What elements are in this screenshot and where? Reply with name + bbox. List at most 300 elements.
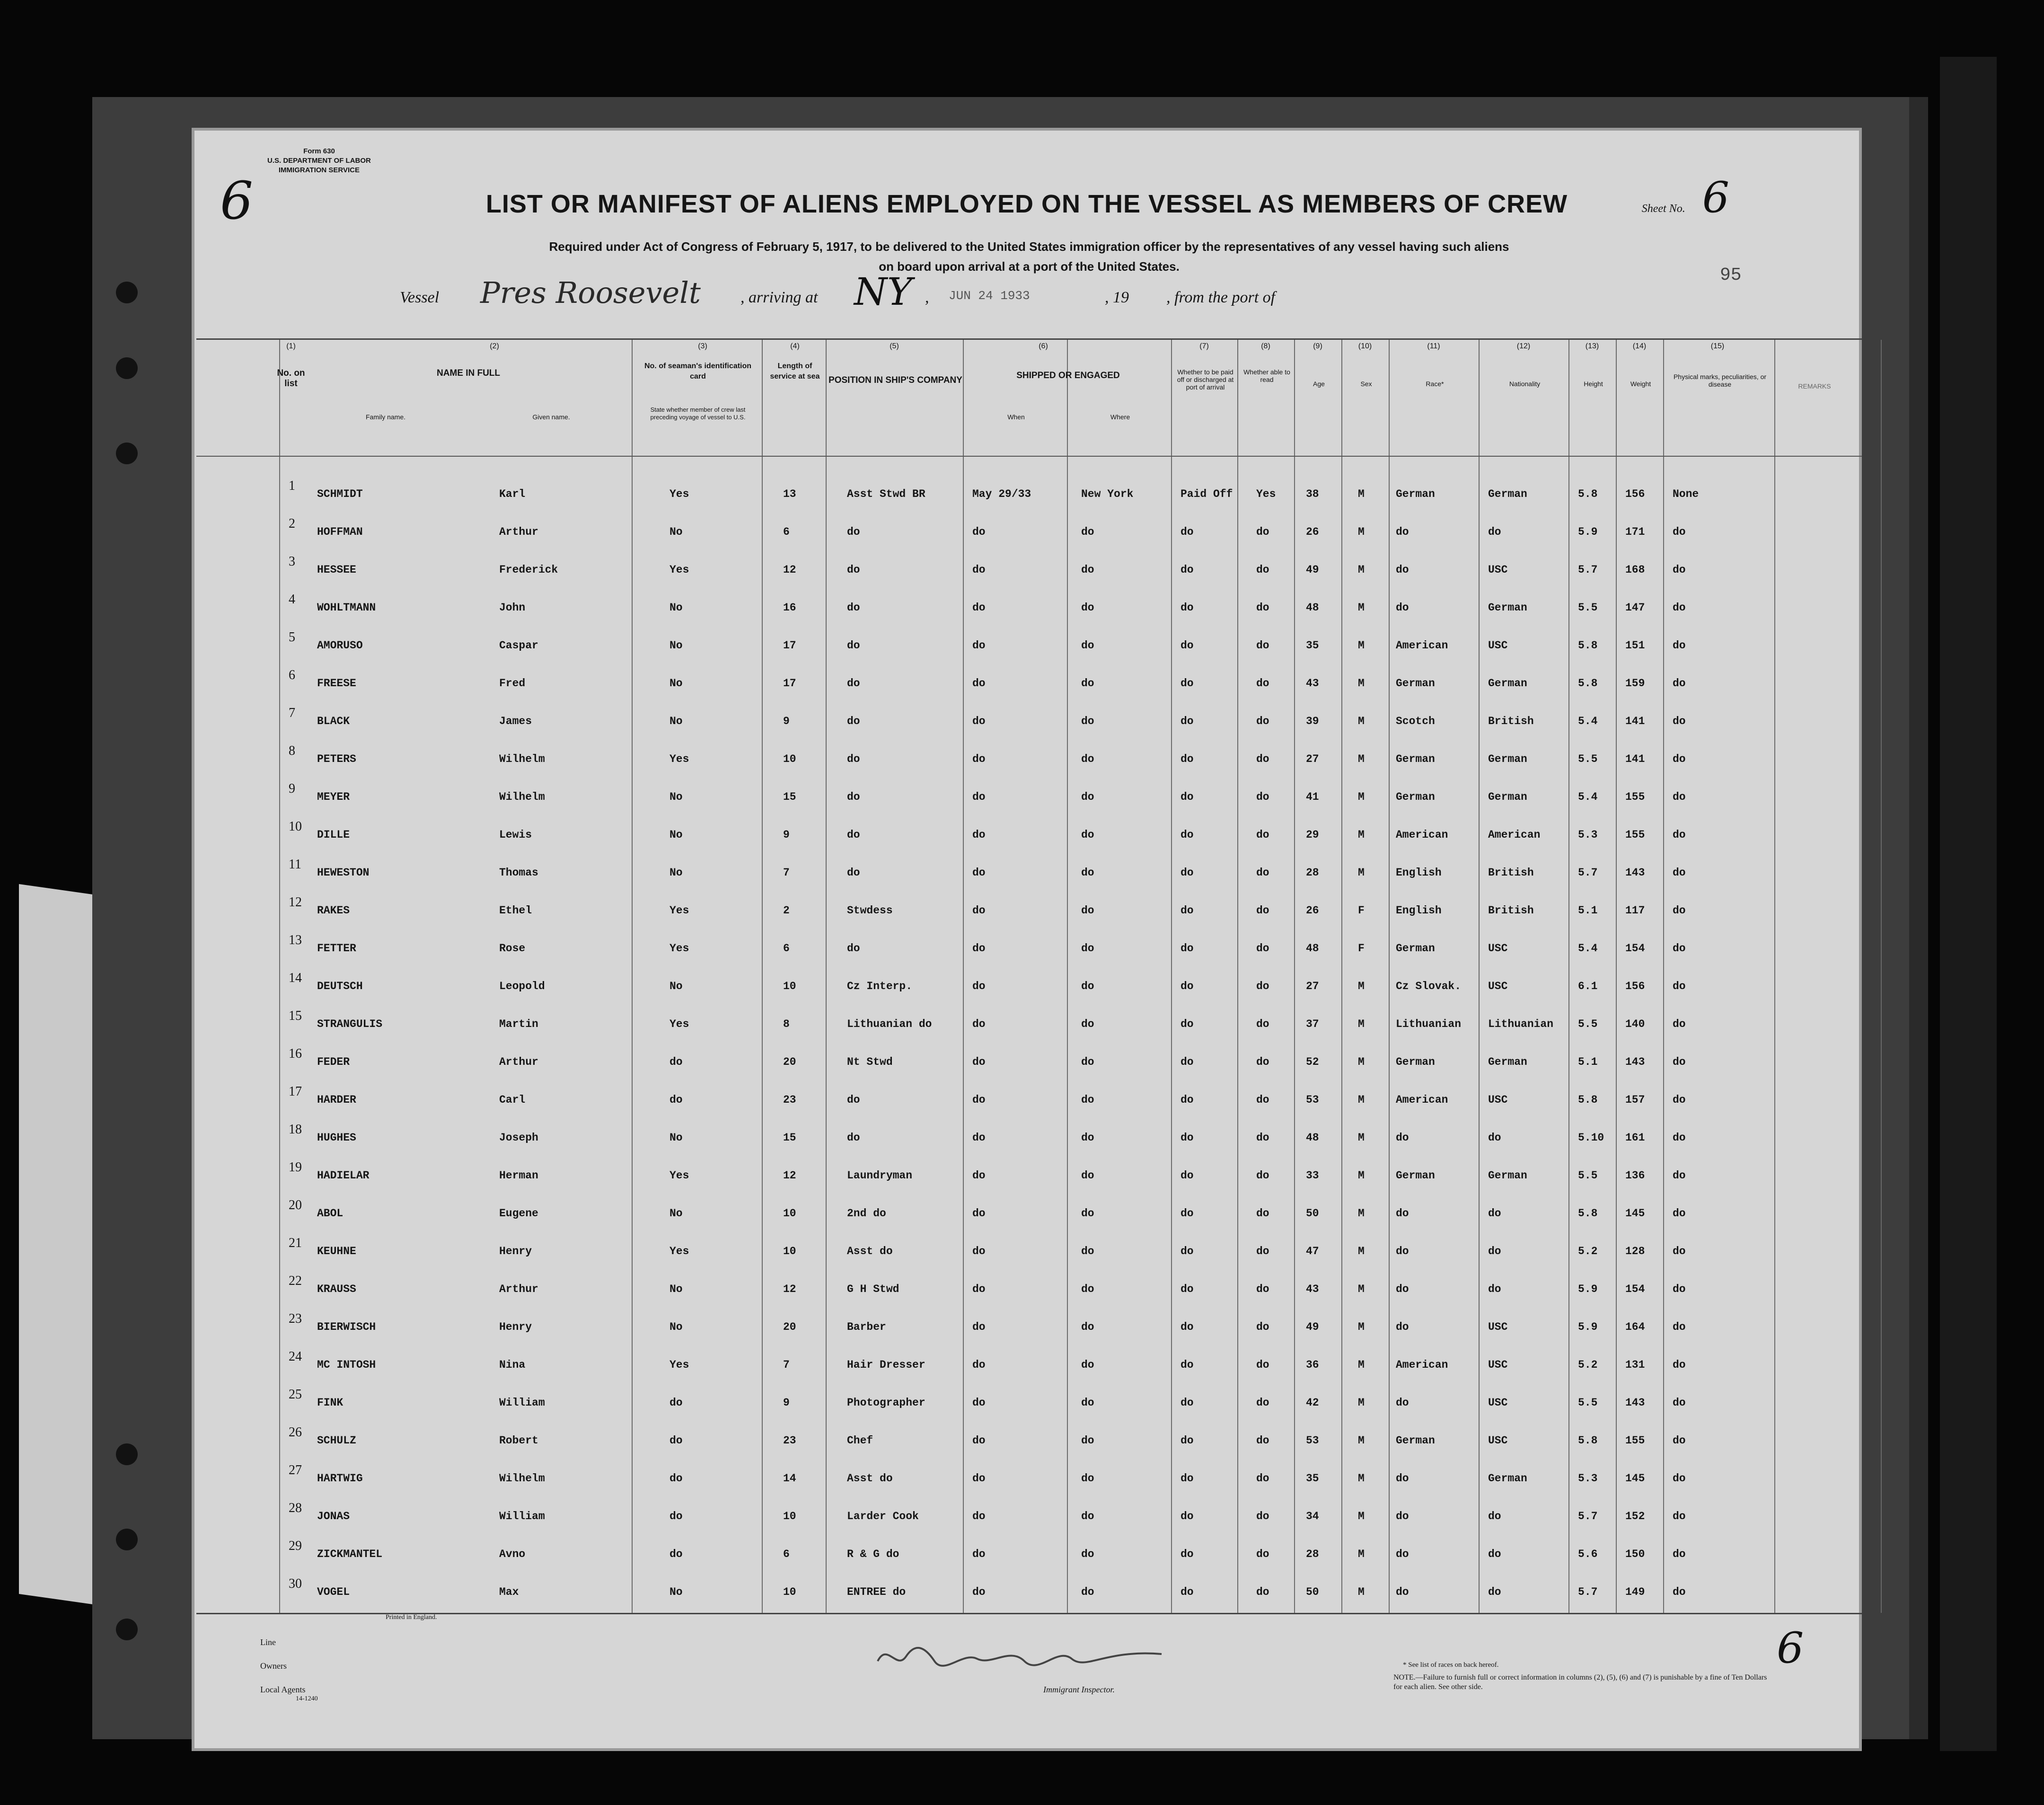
cell-family: KRAUSS [317,1283,356,1295]
cell-card: Yes [670,904,689,917]
cell-paid: do [1181,564,1194,576]
cell-family: MEYER [317,791,350,803]
binding-hole [116,282,138,303]
cell-no: 30 [289,1576,302,1591]
cell-no: 20 [289,1198,302,1212]
cell-given: Henry [499,1321,532,1333]
cell-nat: USC [1488,1094,1508,1106]
cell-family: HOFFMAN [317,526,363,538]
cell-no: 29 [289,1539,302,1553]
cell-read: do [1256,1359,1269,1371]
cell-read: do [1256,791,1269,803]
cell-no: 19 [289,1160,302,1175]
cell-race: American [1396,829,1448,841]
cell-service: 13 [783,488,796,500]
cell-paid: do [1181,1018,1194,1030]
cell-card: No [670,639,683,652]
cell-position: Lithuanian do [847,1018,932,1030]
table-row [196,1005,1862,1043]
underlying-page-scrap [19,884,99,1605]
cell-service: 7 [783,1359,790,1371]
cell-no: 27 [289,1463,302,1478]
form-identifier [267,147,371,175]
cell-given: Arthur [499,1056,538,1068]
cell-family: WOHLTMANN [317,602,376,614]
cell-sex: M [1358,1397,1365,1409]
cell-height: 5.7 [1578,564,1598,576]
cell-no: 2 [289,516,295,531]
cell-height: 5.7 [1578,1510,1598,1522]
cell-service: 10 [783,980,796,992]
cell-when: do [972,1018,986,1030]
cell-no: 16 [289,1046,302,1061]
col-14-header: Weight [1630,380,1651,388]
cell-race: German [1396,488,1435,500]
where-subheader: Where [1110,413,1130,421]
cell-read: do [1256,1056,1269,1068]
cell-read: do [1256,1472,1269,1485]
col-2-number: (2) [490,342,499,350]
cell-paid: do [1181,715,1194,727]
cell-nat: do [1488,1548,1501,1560]
cell-where: do [1081,602,1094,614]
cell-service: 9 [783,715,790,727]
page-title: LIST OR MANIFEST OF ALIENS EMPLOYED ON THE VESSEL AS MEMBERS OF CREW [485,190,1568,218]
cell-weight: 156 [1625,488,1645,500]
cell-weight: 147 [1625,602,1645,614]
cell-paid: do [1181,904,1194,917]
cell-no: 9 [289,781,295,796]
cell-given: Henry [499,1245,532,1257]
cell-position: do [847,602,860,614]
cell-nat: USC [1488,639,1508,652]
cell-when: do [972,1586,986,1598]
col-5-number: (5) [890,342,899,350]
cell-sex: F [1358,942,1365,955]
cell-given: Wilhelm [499,753,545,765]
cell-nat: do [1488,1207,1501,1220]
cell-age: 36 [1306,1359,1319,1371]
cell-nat: USC [1488,1359,1508,1371]
cell-position: Chef [847,1434,873,1447]
cell-family: FEDER [317,1056,350,1068]
cell-family: FINK [317,1397,344,1409]
cell-where: do [1081,1321,1094,1333]
cell-marks: do [1673,1056,1686,1068]
cell-family: PETERS [317,753,356,765]
cell-marks: do [1673,1510,1686,1522]
cell-nat: Lithuanian [1488,1018,1554,1030]
cell-given: Nina [499,1359,526,1371]
inspector-signature [868,1628,1176,1685]
cell-read: do [1256,1245,1269,1257]
cell-position: do [847,791,860,803]
col-13-header: Height [1584,380,1603,388]
cell-paid: do [1181,1510,1194,1522]
cell-height: 5.9 [1578,1321,1598,1333]
cell-nat: British [1488,867,1534,879]
cell-marks: do [1673,1586,1686,1598]
cell-read: do [1256,715,1269,727]
cell-race: American [1396,1094,1448,1106]
cell-marks: do [1673,904,1686,917]
cell-where: New York [1081,488,1134,500]
cell-nat: British [1488,904,1534,917]
cell-sex: M [1358,526,1365,538]
table-row [196,702,1862,740]
cell-nat: German [1488,1056,1527,1068]
cell-age: 27 [1306,980,1319,992]
cell-card: do [670,1094,683,1106]
cell-where: do [1081,1397,1094,1409]
cell-where: do [1081,1056,1094,1068]
col-11-header: Race* [1426,380,1444,388]
cell-position: Asst do [847,1245,893,1257]
cell-card: do [670,1397,683,1409]
print-code: 14-1240 [296,1695,318,1702]
cell-weight: 157 [1625,1094,1645,1106]
cell-when: do [972,1434,986,1447]
cell-given: Wilhelm [499,1472,545,1485]
cell-height: 5.8 [1578,1094,1598,1106]
cell-no: 15 [289,1009,302,1023]
table-row [196,1497,1862,1535]
cell-where: do [1081,1094,1094,1106]
cell-card: No [670,1283,683,1295]
cell-age: 43 [1306,1283,1319,1295]
col-15-header: Physical marks, peculiarities, or disease [1673,373,1767,388]
cell-no: 13 [289,933,302,947]
cell-weight: 143 [1625,1397,1645,1409]
cell-when: do [972,639,986,652]
cell-where: do [1081,639,1094,652]
cell-age: 41 [1306,791,1319,803]
cell-when: May 29/33 [972,488,1031,500]
cell-when: do [972,1510,986,1522]
cell-position: G H Stwd [847,1283,899,1295]
cell-age: 28 [1306,867,1319,879]
table-row [196,815,1862,853]
col-3-number: (3) [698,342,707,350]
table-row [196,664,1862,702]
crew-table [196,338,1862,1614]
col-6-number: (6) [1039,342,1048,350]
cell-nat: USC [1488,1397,1508,1409]
table-row [196,588,1862,626]
cell-position: do [847,829,860,841]
table-row [196,929,1862,967]
cell-family: HEWESTON [317,867,370,879]
binding-hole [116,357,138,379]
cell-when: do [972,602,986,614]
col-12-number: (12) [1516,342,1531,350]
cell-when: do [972,829,986,841]
cell-position: do [847,639,860,652]
cell-card: do [670,1472,683,1485]
cell-height: 5.3 [1578,829,1598,841]
col-12-header: Nationality [1509,380,1541,388]
cell-given: Wilhelm [499,791,545,803]
table-row [196,1080,1862,1118]
cell-read: do [1256,1018,1269,1030]
cell-race: English [1396,904,1442,917]
cell-service: 10 [783,753,796,765]
cell-race: do [1396,1472,1409,1485]
cell-weight: 171 [1625,526,1645,538]
cell-sex: M [1358,1283,1365,1295]
cell-nat: do [1488,526,1501,538]
col-10-header: Sex [1360,380,1372,388]
cell-service: 9 [783,1397,790,1409]
cell-when: do [972,1548,986,1560]
cell-no: 14 [289,971,302,985]
cell-where: do [1081,980,1094,992]
cell-marks: do [1673,1018,1686,1030]
cell-height: 5.2 [1578,1359,1598,1371]
cell-paid: do [1181,1397,1194,1409]
col-14-number: (14) [1632,342,1647,350]
sheet-number-label: Sheet No. [1641,203,1685,215]
cell-age: 27 [1306,753,1319,765]
cell-no: 28 [289,1501,302,1515]
binding-hole [116,1443,138,1465]
col-1-header: No. on list [277,368,305,389]
cell-card: No [670,602,683,614]
cell-height: 5.5 [1578,1169,1598,1182]
arriving-port: NY [854,270,912,314]
bottom-sheet-mark: 6 [1777,1623,1804,1673]
page-number-stamp: 95 [1720,265,1742,285]
cell-age: 37 [1306,1018,1319,1030]
cell-read: do [1256,1510,1269,1522]
cell-race: English [1396,867,1442,879]
page-subtitle [334,237,1725,276]
cell-card: No [670,867,683,879]
col-6-header: SHIPPED OR ENGAGED [1016,371,1120,380]
cell-height: 5.8 [1578,488,1598,500]
cell-when: do [972,1207,986,1220]
cell-sex: M [1358,867,1365,879]
cell-no: 7 [289,706,295,720]
cell-paid: Paid Off [1181,488,1233,500]
cell-no: 24 [289,1349,302,1364]
cell-family: STRANGULIS [317,1018,383,1030]
table-row [196,891,1862,929]
cell-no: 12 [289,895,302,910]
cell-service: 8 [783,1018,790,1030]
cell-height: 5.1 [1578,904,1598,917]
cell-race: do [1396,1586,1409,1598]
cell-service: 17 [783,677,796,690]
service-name: IMMIGRATION SERVICE [278,166,360,174]
cell-where: do [1081,677,1094,690]
cell-where: do [1081,1245,1094,1257]
vessel-name: Pres Roosevelt [480,275,701,310]
cell-weight: 141 [1625,753,1645,765]
cell-age: 49 [1306,564,1319,576]
cell-weight: 150 [1625,1548,1645,1560]
cell-where: do [1081,1207,1094,1220]
table-row [196,513,1862,550]
cell-card: do [670,1056,683,1068]
cell-service: 20 [783,1056,796,1068]
cell-family: FETTER [317,942,356,955]
cell-position: Barber [847,1321,886,1333]
cell-marks: do [1673,753,1686,765]
cell-service: 9 [783,829,790,841]
cell-position: Photographer [847,1397,925,1409]
cell-read: do [1256,980,1269,992]
cell-read: do [1256,1397,1269,1409]
col-2-header: NAME IN FULL [436,368,501,378]
cell-paid: do [1181,639,1194,652]
cell-paid: do [1181,602,1194,614]
inspector-label: Immigrant Inspector. [1043,1685,1115,1694]
cell-height: 5.9 [1578,1283,1598,1295]
cell-position: do [847,564,860,576]
cell-race: do [1396,526,1409,538]
cell-race: do [1396,1321,1409,1333]
cell-sex: M [1358,1094,1365,1106]
cell-paid: do [1181,526,1194,538]
cell-given: Frederick [499,564,558,576]
cell-when: do [972,1094,986,1106]
cell-where: do [1081,942,1094,955]
cell-read: do [1256,1169,1269,1182]
table-row [196,550,1862,588]
col-15-number: (15) [1710,342,1725,350]
col-8-header: Whether able to read [1243,368,1290,383]
cell-height: 5.7 [1578,867,1598,879]
cell-weight: 141 [1625,715,1645,727]
cell-position: R & G do [847,1548,899,1560]
cell-read: do [1256,1321,1269,1333]
cell-where: do [1081,1359,1094,1371]
table-row [196,1421,1862,1459]
cell-marks: do [1673,980,1686,992]
cell-sex: M [1358,639,1365,652]
cell-sex: M [1358,1586,1365,1598]
cell-nat: USC [1488,1434,1508,1447]
cell-weight: 145 [1625,1472,1645,1485]
cell-marks: do [1673,1548,1686,1560]
cell-sex: M [1358,1245,1365,1257]
cell-given: Avno [499,1548,526,1560]
cell-age: 50 [1306,1586,1319,1598]
cell-no: 10 [289,819,302,834]
line-label: Line [260,1637,276,1647]
cell-when: do [972,791,986,803]
cell-family: BLACK [317,715,350,727]
cell-card: Yes [670,1018,689,1030]
cell-position: Asst Stwd BR [847,488,925,500]
cell-when: do [972,715,986,727]
cell-when: do [972,1359,986,1371]
cell-age: 33 [1306,1169,1319,1182]
cell-position: do [847,1094,860,1106]
cell-card: No [670,829,683,841]
cell-where: do [1081,753,1094,765]
cell-position: do [847,715,860,727]
cell-race: do [1396,1245,1409,1257]
cell-height: 5.10 [1578,1132,1604,1144]
cell-weight: 136 [1625,1169,1645,1182]
family-name-subheader: Family name. [365,413,406,421]
table-row [196,1345,1862,1383]
cell-given: Rose [499,942,526,955]
cell-read: do [1256,1132,1269,1144]
cell-no: 11 [289,857,301,872]
cell-sex: M [1358,1056,1365,1068]
cell-card: No [670,980,683,992]
cell-given: Arthur [499,1283,538,1295]
table-row [196,1156,1862,1194]
cell-race: do [1396,1548,1409,1560]
manifest-page [192,128,1862,1751]
table-row [196,1308,1862,1345]
cell-paid: do [1181,1207,1194,1220]
cell-paid: do [1181,677,1194,690]
department-name: U.S. DEPARTMENT OF LABOR [267,157,371,165]
column-rule [1881,340,1882,1613]
table-row [196,853,1862,891]
cell-marks: do [1673,1094,1686,1106]
cell-height: 5.4 [1578,715,1598,727]
cell-height: 5.6 [1578,1548,1598,1560]
cell-nat: German [1488,1472,1527,1485]
cell-where: do [1081,1283,1094,1295]
table-row [196,1194,1862,1232]
cell-nat: USC [1488,980,1508,992]
table-row [196,1535,1862,1573]
cell-family: HUGHES [317,1132,356,1144]
cell-no: 8 [289,743,295,758]
cell-age: 53 [1306,1434,1319,1447]
cell-read: do [1256,829,1269,841]
cell-when: do [972,904,986,917]
cell-paid: do [1181,791,1194,803]
form-number: Form 630 [303,147,335,155]
cell-height: 5.1 [1578,1056,1598,1068]
cell-read: do [1256,867,1269,879]
sheet-number-value: 6 [1702,173,1729,222]
cell-family: ZICKMANTEL [317,1548,383,1560]
cell-nat: do [1488,1283,1501,1295]
cell-service: 14 [783,1472,796,1485]
cell-paid: do [1181,1359,1194,1371]
cell-given: Arthur [499,526,538,538]
cell-position: Laundryman [847,1169,913,1182]
cell-position: do [847,942,860,955]
cell-no: 1 [289,478,295,493]
cell-marks: do [1673,867,1686,879]
cell-race: do [1396,1132,1409,1144]
cell-family: HARDER [317,1094,356,1106]
cell-marks: do [1673,1472,1686,1485]
cell-given: Joseph [499,1132,538,1144]
cell-position: Asst do [847,1472,893,1485]
cell-weight: 149 [1625,1586,1645,1598]
cell-card: Yes [670,753,689,765]
cell-race: Scotch [1396,715,1435,727]
cell-marks: do [1673,1207,1686,1220]
cell-sex: M [1358,488,1365,500]
comma-separator: , [925,289,929,306]
cell-paid: do [1181,1169,1194,1182]
cell-given: Robert [499,1434,538,1447]
cell-given: Max [499,1586,519,1598]
cell-weight: 154 [1625,1283,1645,1295]
